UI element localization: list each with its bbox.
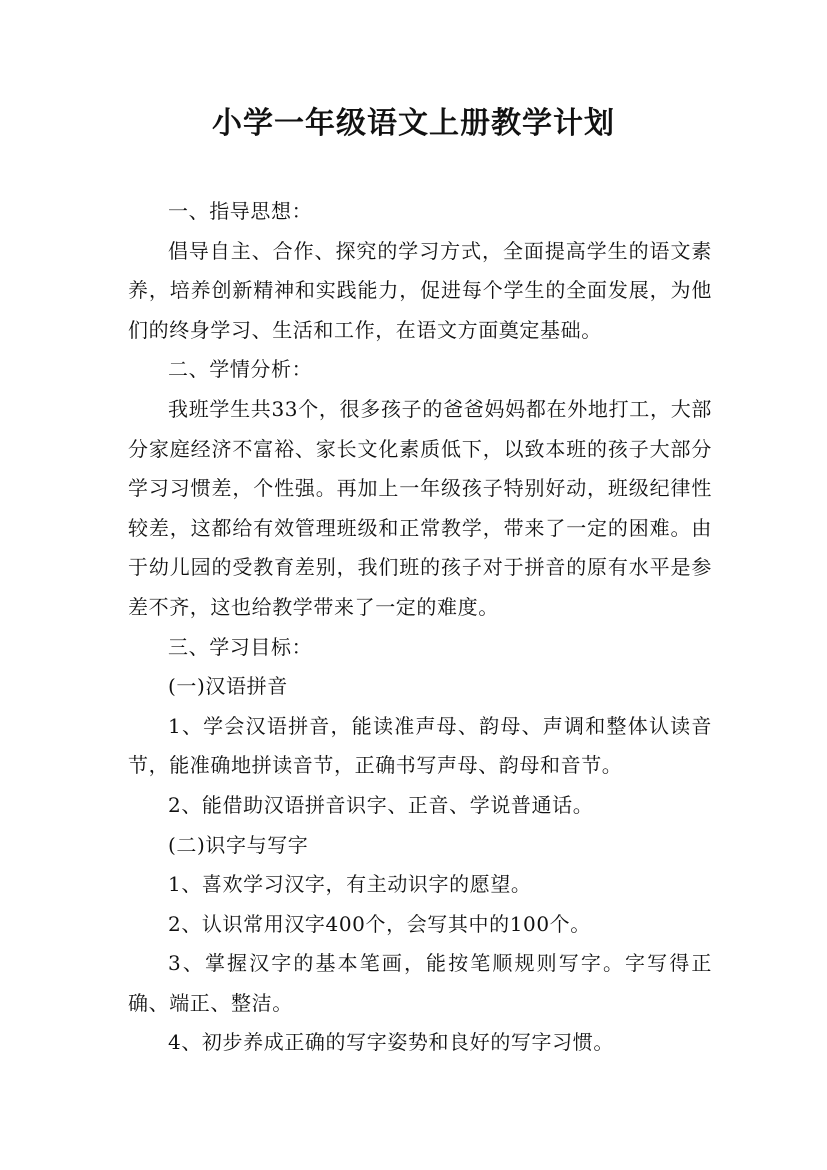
document-body xyxy=(128,192,712,1063)
list-item-literacy-2: 2、认识常用汉字400个，会写其中的100个。 xyxy=(168,911,591,936)
section-heading-learning-goals: 三、学习目标： xyxy=(168,634,313,659)
list-item-pinyin-1: 1、学会汉语拼音，能读准声母、韵母、声调和整体认读音节，能准确地拼读音节，正确书写声母、韵母和音节。 xyxy=(128,713,712,778)
paragraph-student-analysis: 我班学生共33个，很多孩子的爸爸妈妈都在外地打工，大部分家庭经济不富裕、家长文化素质低下，以致本班的孩子大部分学习习惯差，个性强。再加上一年级孩子特别好动，班级纪律性较差，这都给有效管理班级和正常教学，带来了一定的困难。由于幼儿园的受教育差别，我们班的孩子对于拼音的原有水平是参差不齐，这也给教学带来了一定的难度。 xyxy=(128,396,712,619)
list-item-literacy-3: 3、掌握汉字的基本笔画，能按笔顺规则写字。字写得正确、端正、整洁。 xyxy=(128,951,712,1015)
subsection-heading-literacy: (二)识字与写字 xyxy=(168,832,309,857)
list-item-literacy-4: 4、初步养成正确的写字姿势和良好的写字习惯。 xyxy=(168,1030,614,1055)
list-item-literacy-1: 1、喜欢学习汉字，有主动识字的愿望。 xyxy=(168,872,532,897)
subsection-heading-pinyin: (一)汉语拼音 xyxy=(168,674,288,699)
section-heading-student-analysis: 二、学情分析： xyxy=(168,357,313,382)
section-heading-guiding-ideology: 一、指导思想： xyxy=(168,199,313,223)
paragraph-guiding-ideology: 倡导自主、合作、探究的学习方式，全面提高学生的语文素养，培养创新精神和实践能力，促进每个学生的全面发展，为他们的终身学习、生活和工作，在语文方面奠定基础。 xyxy=(128,238,712,342)
document-title: 小学一年级语文上册教学计划 xyxy=(212,106,615,141)
list-item-pinyin-2: 2、能借助汉语拼音识字、正音、学说普通话。 xyxy=(168,792,594,817)
